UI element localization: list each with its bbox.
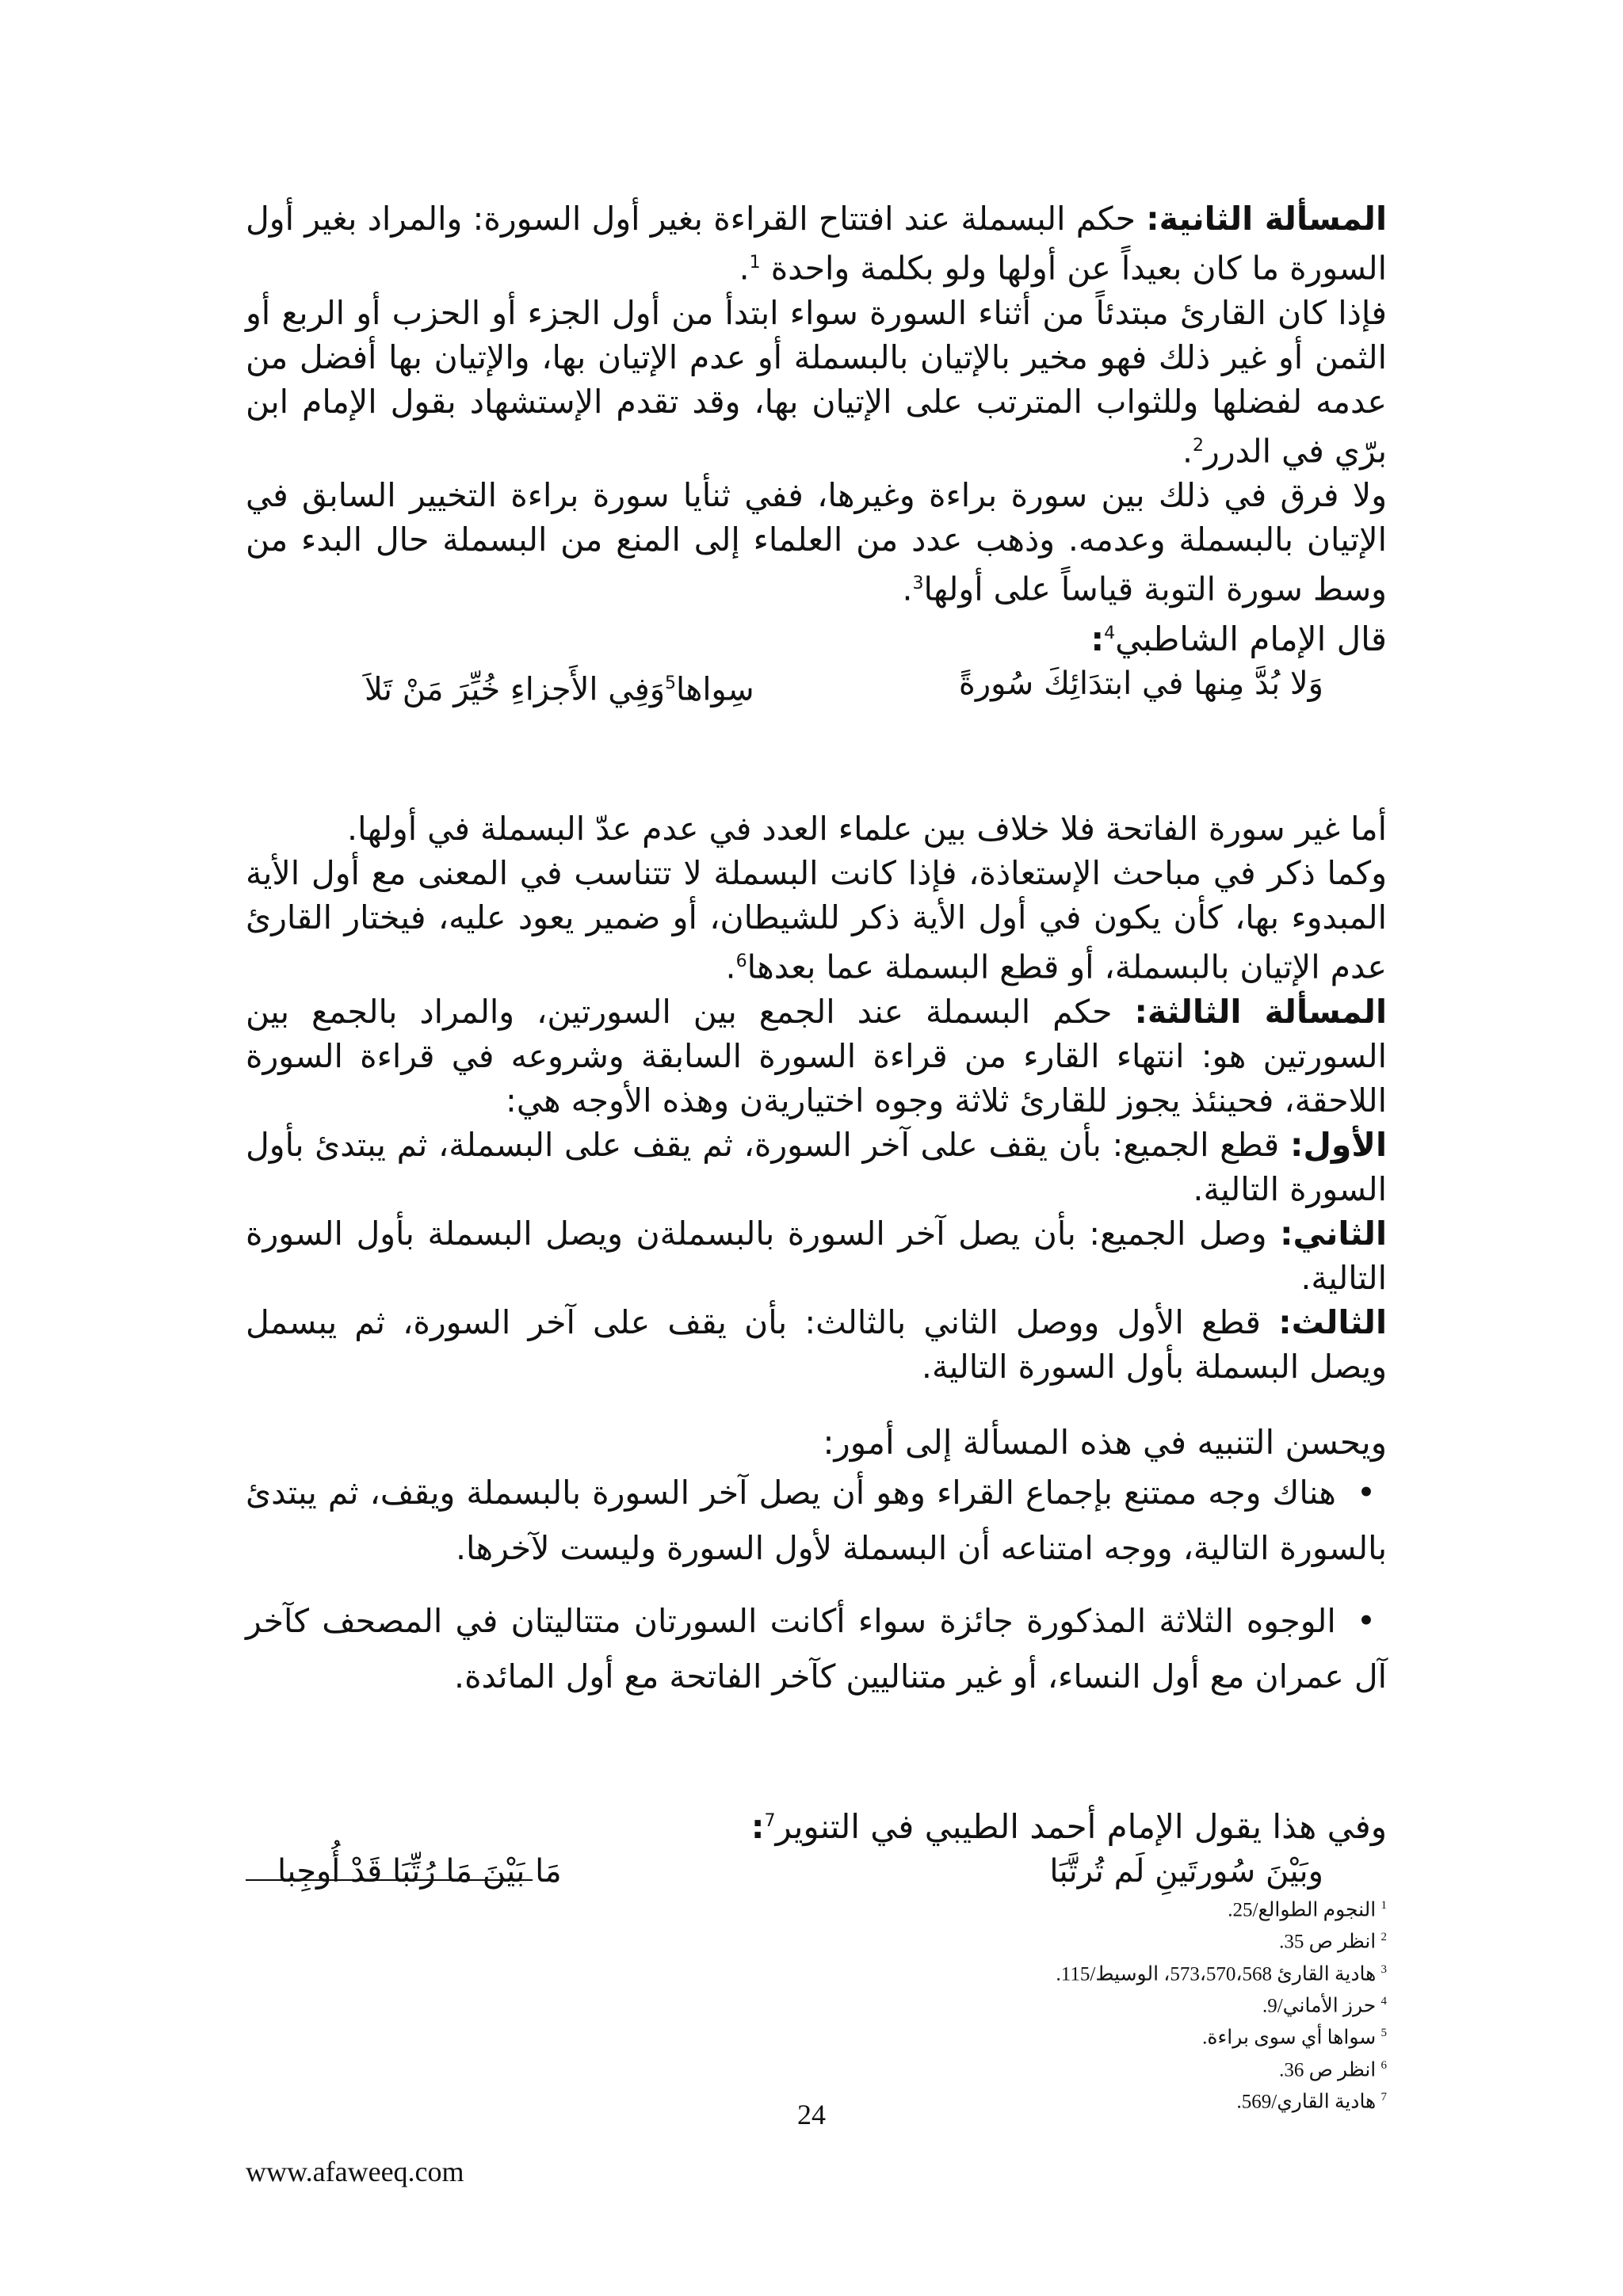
verse-heading-text: قال الإمام الشاطبي [1115, 619, 1387, 658]
verse-hemistich-second [365, 662, 754, 711]
footnote-text: هادية القاري/569. [1236, 2091, 1377, 2113]
paragraph [246, 1300, 1387, 1389]
footnote-text: حرز الأماني/9. [1262, 1995, 1377, 2017]
paragraph [246, 196, 1387, 291]
section-lead: المسألة الثانية: [1146, 200, 1388, 238]
verse-heading [246, 1799, 1387, 1849]
section-lead: الثالث: [1278, 1302, 1387, 1341]
paragraph-tail: . [739, 249, 750, 288]
bullet-item [246, 1465, 1387, 1576]
bullet-icon: • [1356, 1473, 1376, 1512]
footnote-text: النجوم الطوالع/25. [1228, 1899, 1377, 1921]
section-lead: الأول: [1289, 1125, 1387, 1164]
paragraph [246, 1123, 1387, 1211]
paragraph-text: قطع الجميع: بأن يقف على آخر السورة، ثم يقف على البسملة، ثم يبتدئ بأول السورة التالية. [246, 1125, 1387, 1208]
verse-heading-colon: : [750, 1806, 765, 1846]
footnote [594, 2019, 1387, 2051]
paragraph-text: قطع الأول ووصل الثاني بالثالث: بأن يقف على آخر السورة، ثم يبسمل ويصل البسملة بأول السورة التالية. [246, 1302, 1387, 1386]
note-heading: ويحسن التنبيه في هذه المسألة إلى أمور: [823, 1422, 1387, 1462]
paragraph [246, 807, 1387, 851]
footnote-ref[interactable]: 6 [735, 952, 747, 972]
footnote [594, 1956, 1387, 1988]
paragraph-text: وصل الجميع: بأن يصل آخر السورة بالبسملةن ويصل البسملة بأول السورة التالية. [246, 1214, 1387, 1297]
spacer [246, 1704, 1387, 1799]
footnote-number: 7 [1381, 2090, 1387, 2103]
section-lead: الثاني: [1280, 1214, 1387, 1253]
footnote-separator [246, 1879, 533, 1881]
footnote [594, 1924, 1387, 1955]
website-link[interactable]: www.afaweeq.com [246, 2156, 464, 2187]
verse-hemistich-second: مَا بَيْنَ مَا رُتِّبَا قَدْ أُوجِبا [277, 1852, 562, 1890]
paragraph [246, 851, 1387, 990]
paragraph-text: حكم البسملة عند الجمع بين السورتين، والمراد بالجمع بين السورتين هو: انتهاء القارء من قراءة السورة السابقة وشروعه في قراءة السورة اللاحقة، فحينئذ يجوز للقارئ ثلاثة وجوه اختياريةن وهذه الأوجه هي: [246, 992, 1387, 1119]
footnote-number: 2 [1381, 1931, 1387, 1944]
footnotes [594, 1892, 1387, 2115]
footnote [594, 1988, 1387, 2019]
paragraph [246, 990, 1387, 1123]
footnote-number: 1 [1381, 1899, 1387, 1912]
bullet-text: هناك وجه ممتنع بإجماع القراء وهو أن يصل آخر السورة بالبسملة ويقف، ثم يبتدئ بالسورة التالية، ووجه امتناعه أن البسملة لأول السورة وليست لآخرها. [246, 1473, 1387, 1567]
footnote-number: 4 [1381, 1994, 1387, 2008]
footnote [594, 1892, 1387, 1924]
poem-verse [246, 662, 1387, 711]
footnote [594, 2052, 1387, 2084]
page-body [246, 196, 1387, 1894]
paragraph-text: ولا فرق في ذلك بين سورة براءة وغيرها، ففي ثنأيا سورة براءة التخيير السابق في الإتيان بالبسملة وعدمه. وذهب عدد من العلماء إلى المنع من البسملة حال البدء من وسط سورة التوبة قياساً على أولها [246, 476, 1387, 608]
footnote-text: هادية القارئ 573،570،568، الوسيط/115. [1056, 1962, 1377, 1985]
paragraph-text: فإذا كان القارئ مبتدئاً من أثناء السورة سواء ابتدأ من أول الجزء أو الحزب أو الربع أو الثمن أو غير ذلك فهو مخير بالإتيان بالبسملة أو عدم الإتيان بها، والإتيان بها أفضل من عدمه لفضلها وللثواب المترتب على الإتيان بها، وقد تقدم الإستشهاد بقول الإمام ابن برّي في الدرر [246, 293, 1387, 471]
bullet-item [246, 1593, 1387, 1704]
paragraph-text: أما غير سورة الفاتحة فلا خلاف بين علماء العدد في عدم عدّ البسملة في أولها. [347, 810, 1387, 849]
footnote-text: انظر ص 35. [1279, 1931, 1377, 1953]
verse-hemistich-first: وَلا بُدَّ مِنها في ابتدَائِكَ سُورةً [958, 665, 1323, 702]
footnote-number: 6 [1381, 2058, 1387, 2072]
spacer [246, 1576, 1387, 1593]
footnote-number: 5 [1381, 2027, 1387, 2040]
verse-hemistich-first: وبَيْنَ سُورتَينِ لَم تُرتَّبَا [1049, 1852, 1323, 1890]
paragraph-text: حكم البسملة عند افتتاح القراءة بغير أول السورة: والمراد بغير أول السورة ما كان بعيداً عن أولها ولو بكلمة واحدة [246, 200, 1387, 288]
paragraph-tail: . [725, 948, 736, 986]
page-number: 24 [797, 2099, 826, 2130]
verse-words: وَفِي الأَجزاءِ خُيِّرَ مَنْ تَلاَ [365, 671, 666, 708]
verse-heading [246, 612, 1387, 662]
footnote-number: 3 [1381, 1962, 1387, 1976]
bullet-text: الوجوه الثلاثة المذكورة جائزة سواء أكانت السورتان متتاليتان في المصحف كآخر آل عمران مع أول النساء، أو غير متناليين كآخر الفاتحة مع أول المائدة. [246, 1601, 1387, 1695]
poem-verse [246, 1849, 1387, 1894]
bullet-icon: • [1356, 1601, 1376, 1640]
paragraph [246, 473, 1387, 612]
footnote-text: انظر ص 36. [1279, 2058, 1377, 2081]
verse-word: سِواها [676, 671, 754, 708]
section-lead: المسألة الثالثة: [1134, 992, 1387, 1031]
paragraph-tail: . [902, 570, 913, 608]
spacer [246, 711, 1387, 807]
footnote-ref[interactable]: 1 [749, 253, 761, 273]
paragraph [246, 1211, 1387, 1300]
footnote-ref[interactable]: 5 [665, 673, 677, 693]
verse-heading-colon: : [1090, 619, 1105, 658]
verse-heading-text: وفي هذا يقول الإمام أحمد الطيبي في التنوير [775, 1806, 1387, 1846]
footnote-ref[interactable]: 7 [764, 1810, 776, 1831]
paragraph [246, 291, 1387, 474]
paragraph-text: وكما ذكر في مباحث الإستعاذة، فإذا كانت البسملة لا تتناسب في المعنى مع أول الأية المبدوء بها، كأن يكون في أول الأية ذكر للشيطان، أو ضمير يعود عليه، فيختار القارئ عدم الإتيان بالبسملة، أو قطع البسملة عما بعدها [246, 854, 1387, 986]
footnote-ref[interactable]: 2 [1193, 435, 1205, 456]
spacer [246, 1389, 1387, 1421]
footnote-ref[interactable]: 3 [912, 574, 924, 594]
paragraph-tail: . [1182, 432, 1193, 471]
footnote-text: سواها أي سوى براءة. [1202, 2027, 1377, 2049]
footnote-ref[interactable]: 4 [1104, 623, 1116, 643]
